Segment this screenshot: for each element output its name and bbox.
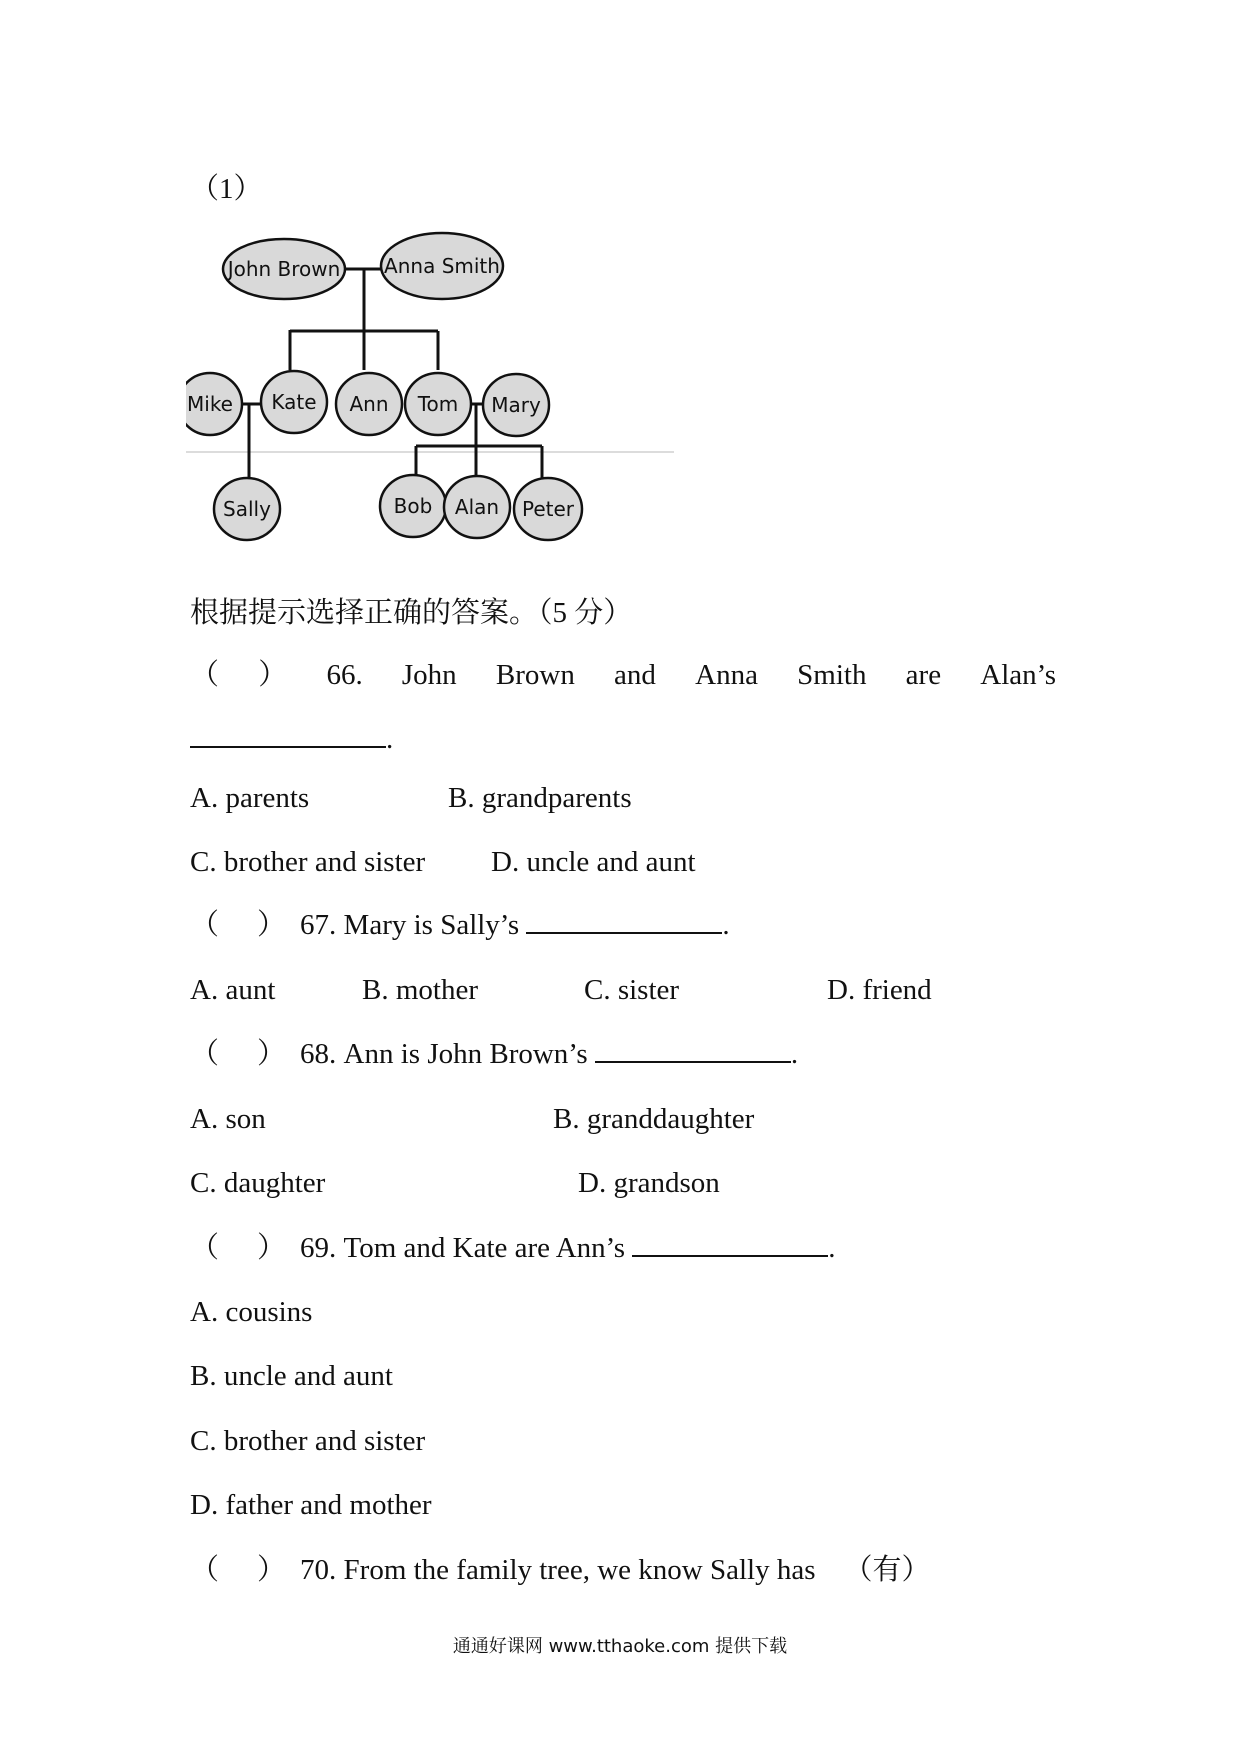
label-mike: Mike [187,392,233,416]
q69-option-d: D. father and mother [190,1489,432,1521]
q66-option-c: C. brother and sister [190,846,426,878]
answer-paren-close-66: ） [258,659,288,691]
answer-blank-69[interactable] [632,1229,828,1257]
section-label: （1） [190,173,263,205]
q66-word: 66. [326,659,363,691]
q67-option-a: A. aunt [190,974,276,1006]
answer-blank-66[interactable] [190,720,386,748]
q67-option-d: D. friend [827,974,932,1006]
question-66 [190,657,1056,693]
answer-paren-close-68: ） [257,1038,287,1070]
q69-option-a: A. cousins [190,1296,313,1328]
q70-text: 70. From the family tree, we know Sally has [300,1554,816,1586]
q68-text: 68. Ann is John Brown’s [300,1038,588,1070]
q69-option-b: B. uncle and aunt [190,1360,393,1392]
q68-option-a: A. son [190,1103,266,1135]
answer-paren-open-67: （ [190,909,220,941]
label-anna-smith: Anna Smith [384,254,500,278]
label-john-brown: John Brown [227,257,341,281]
label-sally: Sally [223,497,271,521]
answer-paren-open-70: （ [190,1554,220,1586]
label-mary: Mary [491,393,541,417]
q66-word: Alan’s [980,659,1056,691]
label-ann: Ann [349,392,389,416]
question-68: （ ） 68. Ann is John Brown’s . [190,1035,798,1072]
q67-text: 67. Mary is Sally’s [300,909,520,941]
question-70 [190,1552,931,1588]
label-bob: Bob [393,494,433,518]
answer-paren-open-69: （ [190,1232,220,1264]
q69-text: 69. Tom and Kate are Ann’s [300,1232,625,1264]
label-alan: Alan [454,495,500,519]
label-tom: Tom [417,392,459,416]
q66-word: and [614,659,656,691]
instruction: 根据提示选择正确的答案。（5 分） [190,597,633,629]
q68-option-b: B. granddaughter [553,1103,755,1135]
answer-paren-close-70: ） [257,1554,287,1586]
page-footer: 通通好课网 www.tthaoke.com 提供下载 [452,1636,788,1657]
q66-word: Anna [695,659,758,691]
q66-word: are [905,659,942,691]
question-67: （ ） 67. Mary is Sally’s . [190,906,730,943]
q67-option-c: C. sister [584,974,680,1006]
answer-blank-68[interactable] [595,1035,791,1063]
answer-paren-open-68: （ [190,1038,220,1070]
q66-word: John [401,659,457,691]
q66-answer-blank-line: . [190,720,393,757]
answer-paren-close-67: ） [257,909,287,941]
q66-option-a: A. parents [190,782,310,814]
label-kate: Kate [271,390,317,414]
answer-paren-open-66: （ [190,659,220,691]
q68-option-d: D. grandson [578,1167,720,1199]
q66-option-b: B. grandparents [448,782,632,814]
label-peter: Peter [521,497,575,521]
q69-option-c: C. brother and sister [190,1425,426,1457]
family-tree-diagram [186,224,674,564]
q66-word: Smith [797,659,867,691]
question-69: （ ） 69. Tom and Kate are Ann’s . [190,1229,835,1266]
q66-option-d: D. uncle and aunt [491,846,696,878]
q68-option-c: C. daughter [190,1167,326,1199]
answer-paren-close-69: ） [257,1232,287,1264]
q70-suffix: （有） [843,1554,931,1586]
q66-word: Brown [495,659,575,691]
answer-blank-67[interactable] [526,906,722,934]
q67-option-b: B. mother [362,974,478,1006]
